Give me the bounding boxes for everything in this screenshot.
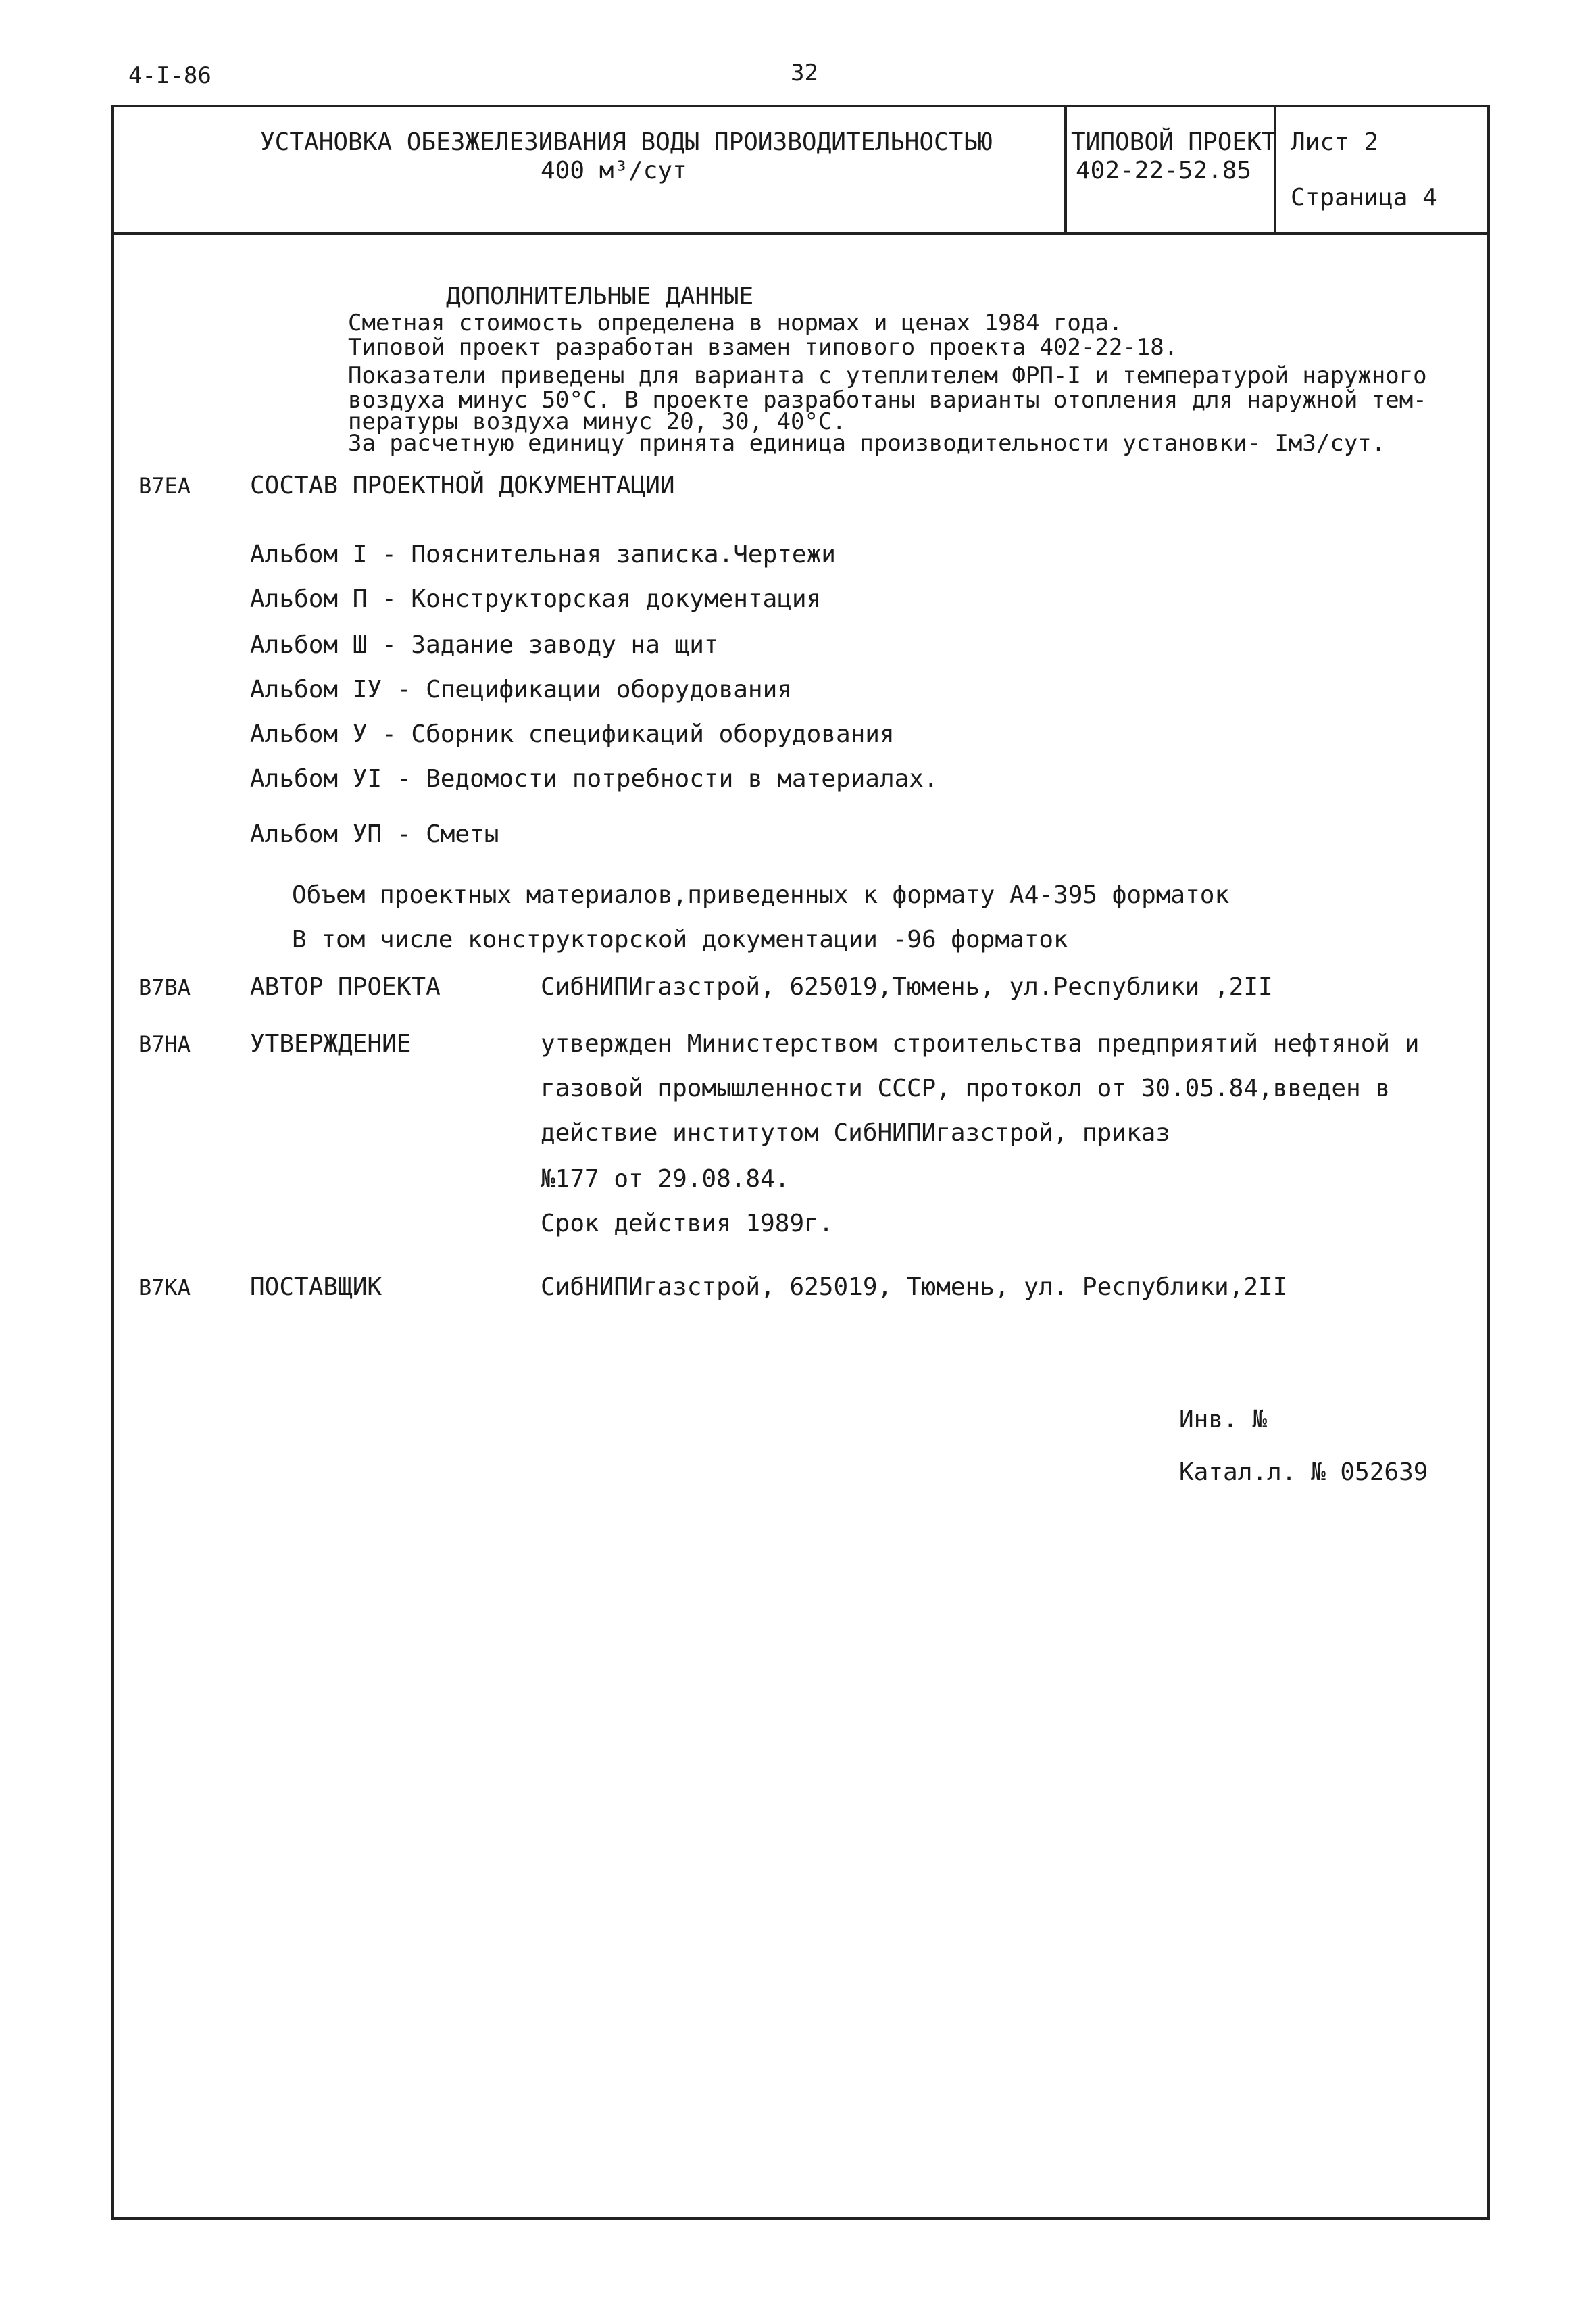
album-item: Альбом УП - Сметы	[250, 820, 499, 848]
album-item: Альбом П - Конструкторская документация	[250, 585, 822, 613]
approval-code: В7НА	[139, 1031, 191, 1057]
header-project-label: ТИПОВОЙ ПРОЕКТ	[1071, 128, 1276, 156]
header-project-number: 402-22-52.85	[1076, 157, 1252, 184]
approval-line-5: Срок действия 1989г.	[541, 1210, 834, 1237]
header-bottom-border	[111, 232, 1490, 235]
album-item: Альбом УI - Ведомости потребности в материалах.	[250, 765, 939, 793]
album-item: Альбом У - Сборник спецификаций оборудования	[250, 720, 895, 748]
approval-line-1: утвержден Министерством строительства предприятий нефтяной и	[541, 1030, 1420, 1058]
catalog-number: Катал.л. № 052639	[1179, 1458, 1428, 1486]
approval-line-2: газовой промышленности СССР, протокол от 30.05.84,введен в	[541, 1075, 1391, 1102]
supplier-value: СибНИПИгазстрой, 625019, Тюмень, ул. Республики,2II	[541, 1273, 1288, 1301]
additional-line-6: За расчетную единицу принята единица производительности установки- Iм3/сут.	[348, 430, 1386, 457]
approval-label: УТВЕРЖДЕНИЕ	[250, 1030, 412, 1058]
approval-line-3: действие институтом СибНИПИгазстрой, приказ	[541, 1119, 1170, 1147]
additional-line-1: Сметная стоимость определена в нормах и ценах 1984 года.	[348, 310, 1123, 337]
doc-code: 4-I-86	[128, 62, 211, 89]
additional-line-4: воздуха минус 50°С. В проекте разработаны варианты отопления для наружной тем-	[348, 387, 1427, 414]
header-title-line1: УСТАНОВКА ОБЕЗЖЕЛЕЗИВАНИЯ ВОДЫ ПРОИЗВОДИТЕЛЬНОСТЬЮ	[260, 128, 993, 156]
author-code: В7ВА	[139, 975, 191, 1000]
composition-heading: СОСТАВ ПРОЕКТНОЙ ДОКУМЕНТАЦИИ	[250, 472, 675, 499]
additional-heading: ДОПОЛНИТЕЛЬНЫЕ ДАННЫЕ	[446, 282, 754, 310]
volume-line-1: Объем проектных материалов,приведенных к формату А4-395 форматок	[292, 881, 1230, 909]
additional-line-2: Типовой проект разработан взамен типового проекта 402-22-18.	[348, 334, 1178, 361]
header-divider-2	[1274, 105, 1276, 233]
inventory-number: Инв. №	[1179, 1406, 1268, 1433]
album-item: Альбом IУ - Спецификации оборудования	[250, 676, 792, 704]
additional-line-3: Показатели приведены для варианта с утеплителем ФРП-I и температурой наружного	[348, 362, 1427, 389]
header-page: Страница 4	[1291, 184, 1437, 212]
album-item: Альбом I - Пояснительная записка.Чертежи	[250, 541, 836, 568]
album-item: Альбом Ш - Задание заводу на щит	[250, 631, 719, 659]
supplier-label: ПОСТАВЩИК	[250, 1273, 382, 1301]
author-value: СибНИПИгазстрой, 625019,Тюмень, ул.Республики ,2II	[541, 973, 1273, 1001]
page-number: 32	[791, 59, 818, 87]
header-divider-1	[1064, 105, 1067, 233]
header-sheet: Лист 2	[1291, 128, 1379, 156]
additional-line-5: пературы воздуха минус 20, 30, 40°С.	[348, 408, 846, 435]
supplier-code: В7КА	[139, 1275, 191, 1300]
composition-code: В7ЕА	[139, 473, 191, 499]
volume-line-2: В том числе конструкторской документации -96 форматок	[292, 926, 1068, 954]
header-title-line2: 400 м³/сут	[541, 157, 687, 184]
approval-line-4: №177 от 29.08.84.	[541, 1165, 790, 1193]
author-label: АВТОР ПРОЕКТА	[250, 973, 441, 1001]
